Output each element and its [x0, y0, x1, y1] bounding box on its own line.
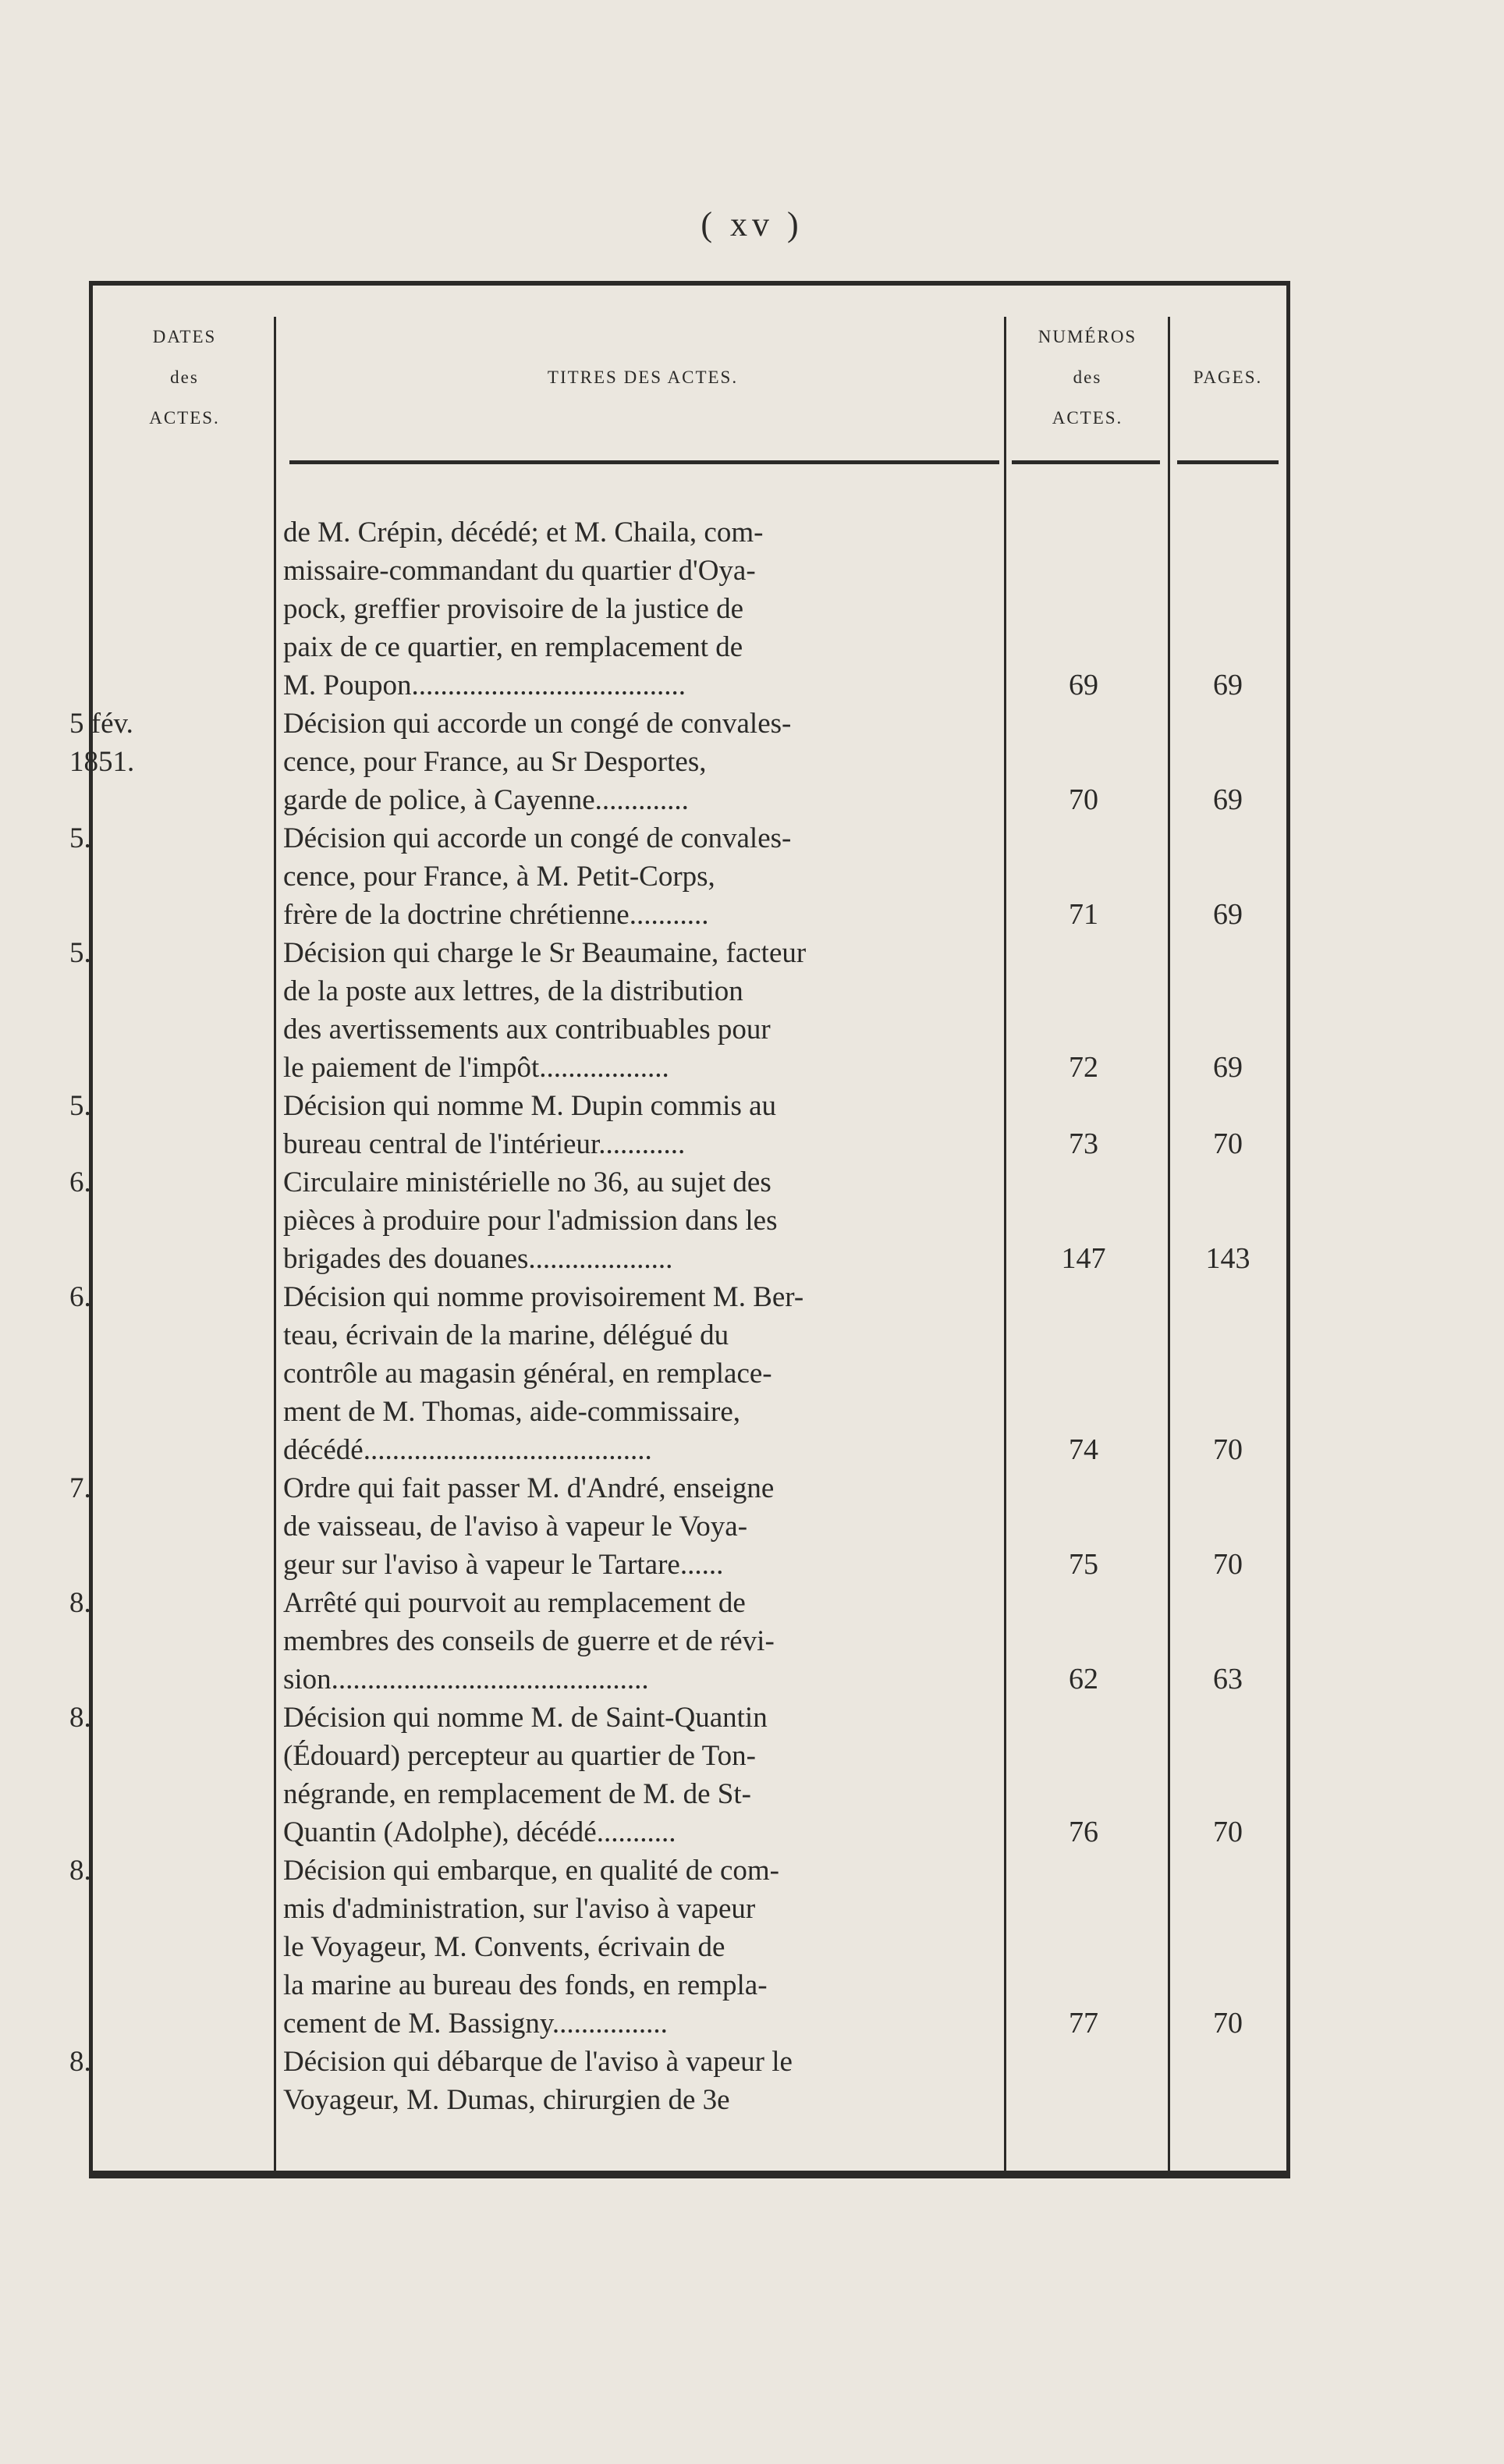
- act-number: 73: [1069, 1127, 1098, 1160]
- page-number: ( xv ): [701, 205, 803, 243]
- act-number: 70: [1069, 783, 1098, 816]
- header-dates: [93, 317, 276, 438]
- act-date: 8.: [69, 2046, 91, 2078]
- act-title-line: de la poste aux lettres, de la distribution: [283, 975, 743, 1007]
- header-numbers-line: ACTES.: [1052, 408, 1123, 428]
- header-numbers: [1009, 317, 1165, 438]
- act-title-line: teau, écrivain de la marine, délégué du: [283, 1319, 729, 1351]
- act-page: 69: [1213, 898, 1243, 931]
- act-title-line: le paiement de l'impôt..................: [283, 1052, 669, 1084]
- act-title-line: pock, greffier provisoire de la justice de: [283, 593, 744, 625]
- act-title-line: de vaisseau, de l'aviso à vapeur le Voya-: [283, 1511, 748, 1543]
- act-title-line: le Voyageur, M. Convents, écrivain de: [283, 1931, 725, 1963]
- act-title-line: bureau central de l'intérieur............: [283, 1128, 686, 1160]
- header-numbers-line: NUMÉROS: [1038, 327, 1137, 346]
- act-title-line: geur sur l'aviso à vapeur le Tartare......: [283, 1549, 724, 1581]
- act-title-line: des avertissements aux contribuables pour: [283, 1014, 771, 1046]
- act-number: 72: [1069, 1051, 1098, 1084]
- act-title: [283, 513, 1002, 705]
- header-dates-line: ACTES.: [149, 408, 220, 428]
- header-numbers-line: des: [1073, 367, 1102, 387]
- act-page: 70: [1213, 1816, 1243, 1848]
- act-date: 5.: [69, 822, 91, 854]
- act-title: [283, 2043, 1002, 2119]
- act-title-line: cence, pour France, à M. Petit-Corps,: [283, 861, 715, 893]
- act-title-line: membres des conseils de guerre et de révi-: [283, 1625, 775, 1657]
- act-date: 6.: [69, 1281, 91, 1313]
- act-title-line: frère de la doctrine chrétienne...........: [283, 899, 709, 931]
- column-divider: [274, 317, 276, 2171]
- act-number: 75: [1069, 1548, 1098, 1581]
- act-page: 70: [1213, 1548, 1243, 1581]
- act-title: [283, 1469, 1002, 1584]
- act-title-line: de M. Crépin, décédé; et M. Chaila, com-: [283, 517, 764, 549]
- header-pages-label: PAGES.: [1193, 367, 1263, 387]
- header-dates-line: DATES: [152, 327, 217, 346]
- act-title-line: contrôle au magasin général, en remplace-: [283, 1358, 772, 1390]
- act-title-line: Décision qui débarque de l'aviso à vapeur le: [283, 2046, 793, 2078]
- act-title-line: (Édouard) percepteur au quartier de Ton-: [283, 1740, 756, 1772]
- act-title-line: Décision qui embarque, en qualité de com-: [283, 1855, 779, 1887]
- act-title-line: négrande, en remplacement de M. de St-: [283, 1778, 751, 1810]
- act-title: [283, 1278, 1002, 1469]
- act-title-line: Décision qui accorde un congé de convales-: [283, 708, 792, 740]
- act-date: 6.: [69, 1166, 91, 1198]
- act-title-line: pièces à produire pour l'admission dans les: [283, 1205, 778, 1237]
- act-date: 5 fév. 1851.: [69, 708, 135, 778]
- act-title-line: Circulaire ministérielle no 36, au sujet des: [283, 1166, 772, 1198]
- header-rule: [1012, 460, 1160, 464]
- act-title-line: Décision qui accorde un congé de convales-: [283, 822, 792, 854]
- act-title: [283, 934, 1002, 1087]
- act-title-line: mis d'administration, sur l'aviso à vapeur: [283, 1893, 756, 1925]
- act-number: 62: [1069, 1663, 1098, 1695]
- act-page: 70: [1213, 1127, 1243, 1160]
- act-title-line: Quantin (Adolphe), décédé...........: [283, 1816, 676, 1848]
- header-titles-label: TITRES DES ACTES.: [547, 367, 739, 387]
- act-title-line: cence, pour France, au Sr Desportes,: [283, 746, 707, 778]
- act-number: 69: [1069, 669, 1098, 701]
- act-title-line: Décision qui nomme M. Dupin commis au: [283, 1090, 777, 1122]
- act-title-line: Arrêté qui pourvoit au remplacement de: [283, 1587, 746, 1619]
- act-number: 77: [1069, 2007, 1098, 2040]
- act-title-line: sion............................................: [283, 1663, 649, 1695]
- header-titles: [280, 357, 1006, 398]
- act-number: 71: [1069, 898, 1098, 931]
- act-title-line: missaire-commandant du quartier d'Oya-: [283, 555, 756, 587]
- act-title: [283, 705, 1002, 819]
- act-title: [283, 819, 1002, 934]
- act-title-line: cement de M. Bassigny................: [283, 2008, 668, 2040]
- act-title: [283, 1163, 1002, 1278]
- act-title: [283, 1699, 1002, 1852]
- act-page: 69: [1213, 783, 1243, 816]
- act-date: 8.: [69, 1702, 91, 1734]
- act-title: [283, 1584, 1002, 1699]
- act-page: 69: [1213, 1051, 1243, 1084]
- act-date: 5.: [69, 937, 91, 969]
- act-title-line: décédé........................................: [283, 1434, 652, 1466]
- act-page: 70: [1213, 1433, 1243, 1466]
- act-title-line: la marine au bureau des fonds, en rempla-: [283, 1969, 768, 2001]
- act-date: 5.: [69, 1090, 91, 1122]
- act-number: 76: [1069, 1816, 1098, 1848]
- act-page: 69: [1213, 669, 1243, 701]
- act-title-line: Ordre qui fait passer M. d'André, enseigne: [283, 1472, 775, 1504]
- act-title: [283, 1852, 1002, 2043]
- header-dates-line: des: [170, 367, 199, 387]
- act-number: 147: [1061, 1242, 1106, 1275]
- act-title-line: Décision qui nomme provisoirement M. Ber-: [283, 1281, 804, 1313]
- act-title-line: brigades des douanes....................: [283, 1243, 673, 1275]
- act-title: [283, 1087, 1002, 1163]
- header-rule: [1177, 460, 1279, 464]
- acts-table: [69, 281, 1290, 2178]
- act-title-line: M. Poupon......................................: [283, 669, 686, 701]
- act-date: 8.: [69, 1587, 91, 1619]
- act-title-line: garde de police, à Cayenne.............: [283, 784, 689, 816]
- act-title-line: Décision qui charge le Sr Beaumaine, facteur: [283, 937, 807, 969]
- header-pages: [1169, 357, 1286, 398]
- act-page: 70: [1213, 2007, 1243, 2040]
- act-page: 63: [1213, 1663, 1243, 1695]
- act-page: 143: [1205, 1242, 1250, 1275]
- header-rule: [289, 460, 999, 464]
- act-title-line: Voyageur, M. Dumas, chirurgien de 3e: [283, 2084, 730, 2116]
- act-date: 7.: [69, 1472, 91, 1504]
- act-title-line: paix de ce quartier, en remplacement de: [283, 631, 743, 663]
- act-title-line: ment de M. Thomas, aide-commissaire,: [283, 1396, 741, 1428]
- act-date: 8.: [69, 1855, 91, 1887]
- act-title-line: Décision qui nomme M. de Saint-Quantin: [283, 1702, 768, 1734]
- act-number: 74: [1069, 1433, 1098, 1466]
